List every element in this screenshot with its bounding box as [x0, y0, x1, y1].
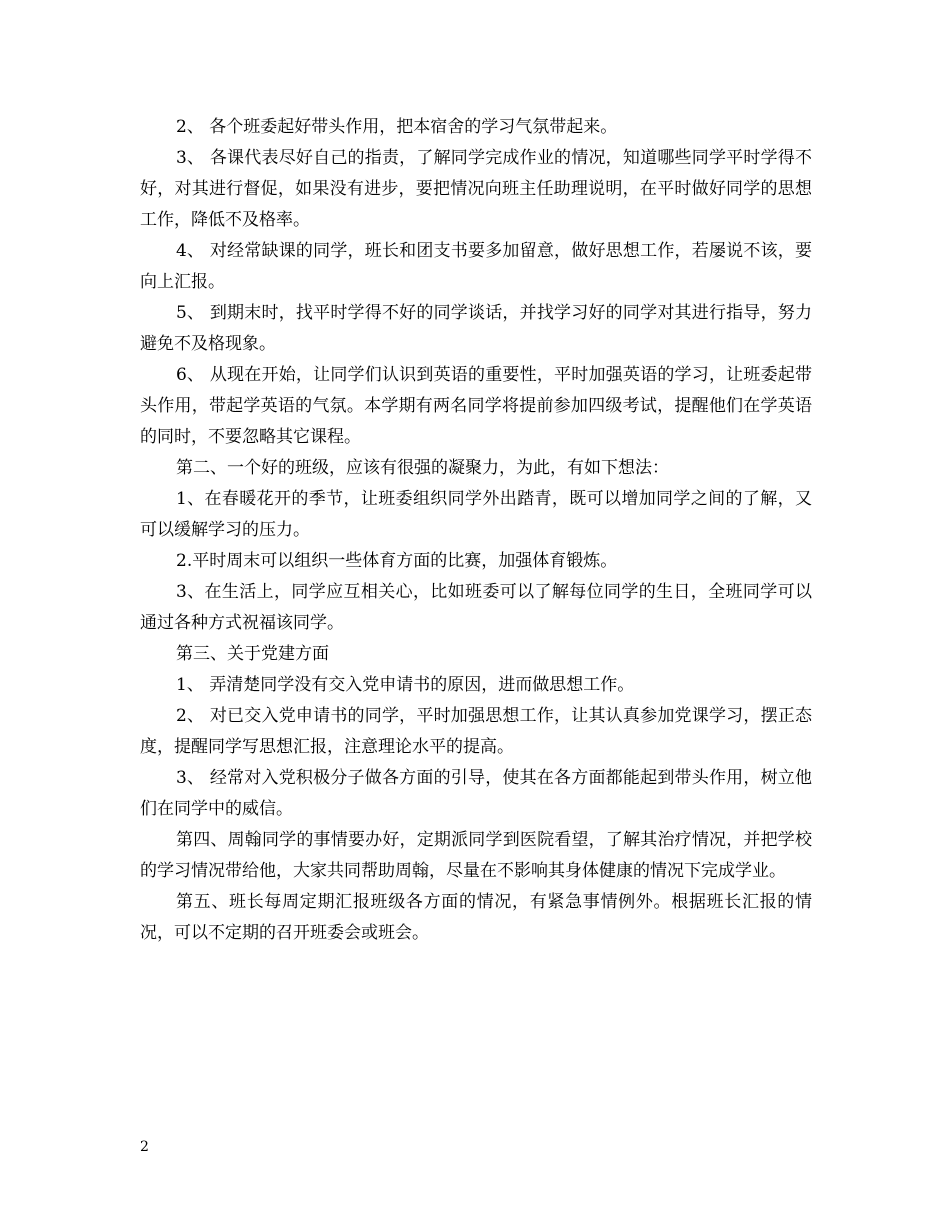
paragraph-study-item-4: 4、 对经常缺课的同学，班长和团支书要多加留意，做好思想工作，若屡说不该，要向上汇报。 [140, 241, 812, 292]
section-paragraph-fifth: 第五、班长每周定期汇报班级各方面的情况，有紧急事情例外。根据班长汇报的情况，可以不定期的召开班委会或班会。 [140, 892, 812, 943]
paragraph-study-item-2: 2、 各个班委起好带头作用，把本宿舍的学习气氛带起来。 [176, 117, 618, 137]
page-body [140, 112, 812, 949]
paragraph-study-item-6: 6、 从现在开始，让同学们认识到英语的重要性，平时加强英语的学习，让班委起带头作用，带起学英语的气氛。本学期有两名同学将提前参加四级考试，提醒他们在学英语的同时，不要忽略其它课程。 [140, 365, 812, 447]
page-number: 2 [140, 1139, 149, 1155]
paragraph-cohesion-item-3: 3、在生活上，同学应互相关心，比如班委可以了解每位同学的生日，全班同学可以通过各种方式祝福该同学。 [140, 582, 812, 633]
paragraph-party-item-2: 2、 对已交入党申请书的同学，平时加强思想工作，让其认真参加党课学习，摆正态度，提醒同学写思想汇报，注意理论水平的提高。 [140, 706, 812, 757]
section-heading-cohesion: 第二、一个好的班级，应该有很强的凝聚力，为此，有如下想法： [176, 458, 669, 478]
paragraph-study-item-3: 3、 各课代表尽好自己的指责，了解同学完成作业的情况，知道哪些同学平时学得不好，对其进行督促，如果没有进步，要把情况向班主任助理说明，在平时做好同学的思想工作，降低不及格率。 [140, 148, 812, 230]
paragraph-cohesion-item-1: 1、在春暖花开的季节，让班委组织同学外出踏青，既可以增加同学之间的了解，又可以缓解学习的压力。 [140, 489, 812, 540]
paragraph-cohesion-item-2: 2.平时周末可以组织一些体育方面的比赛，加强体育锻炼。 [176, 551, 618, 571]
paragraph-party-item-3: 3、 经常对入党积极分子做各方面的引导，使其在各方面都能起到带头作用，树立他们在同学中的威信。 [140, 768, 812, 819]
section-heading-party-building: 第三、关于党建方面 [176, 644, 329, 664]
paragraph-party-item-1: 1、 弄清楚同学没有交入党申请书的原因，进而做思想工作。 [176, 675, 635, 695]
section-paragraph-fourth: 第四、周翰同学的事情要办好，定期派同学到医院看望，了解其治疗情况，并把学校的学习情况带给他，大家共同帮助周翰，尽量在不影响其身体健康的情况下完成学业。 [140, 830, 812, 881]
paragraph-study-item-5: 5、 到期末时，找平时学得不好的同学谈话，并找学习好的同学对其进行指导，努力避免不及格现象。 [140, 303, 812, 354]
